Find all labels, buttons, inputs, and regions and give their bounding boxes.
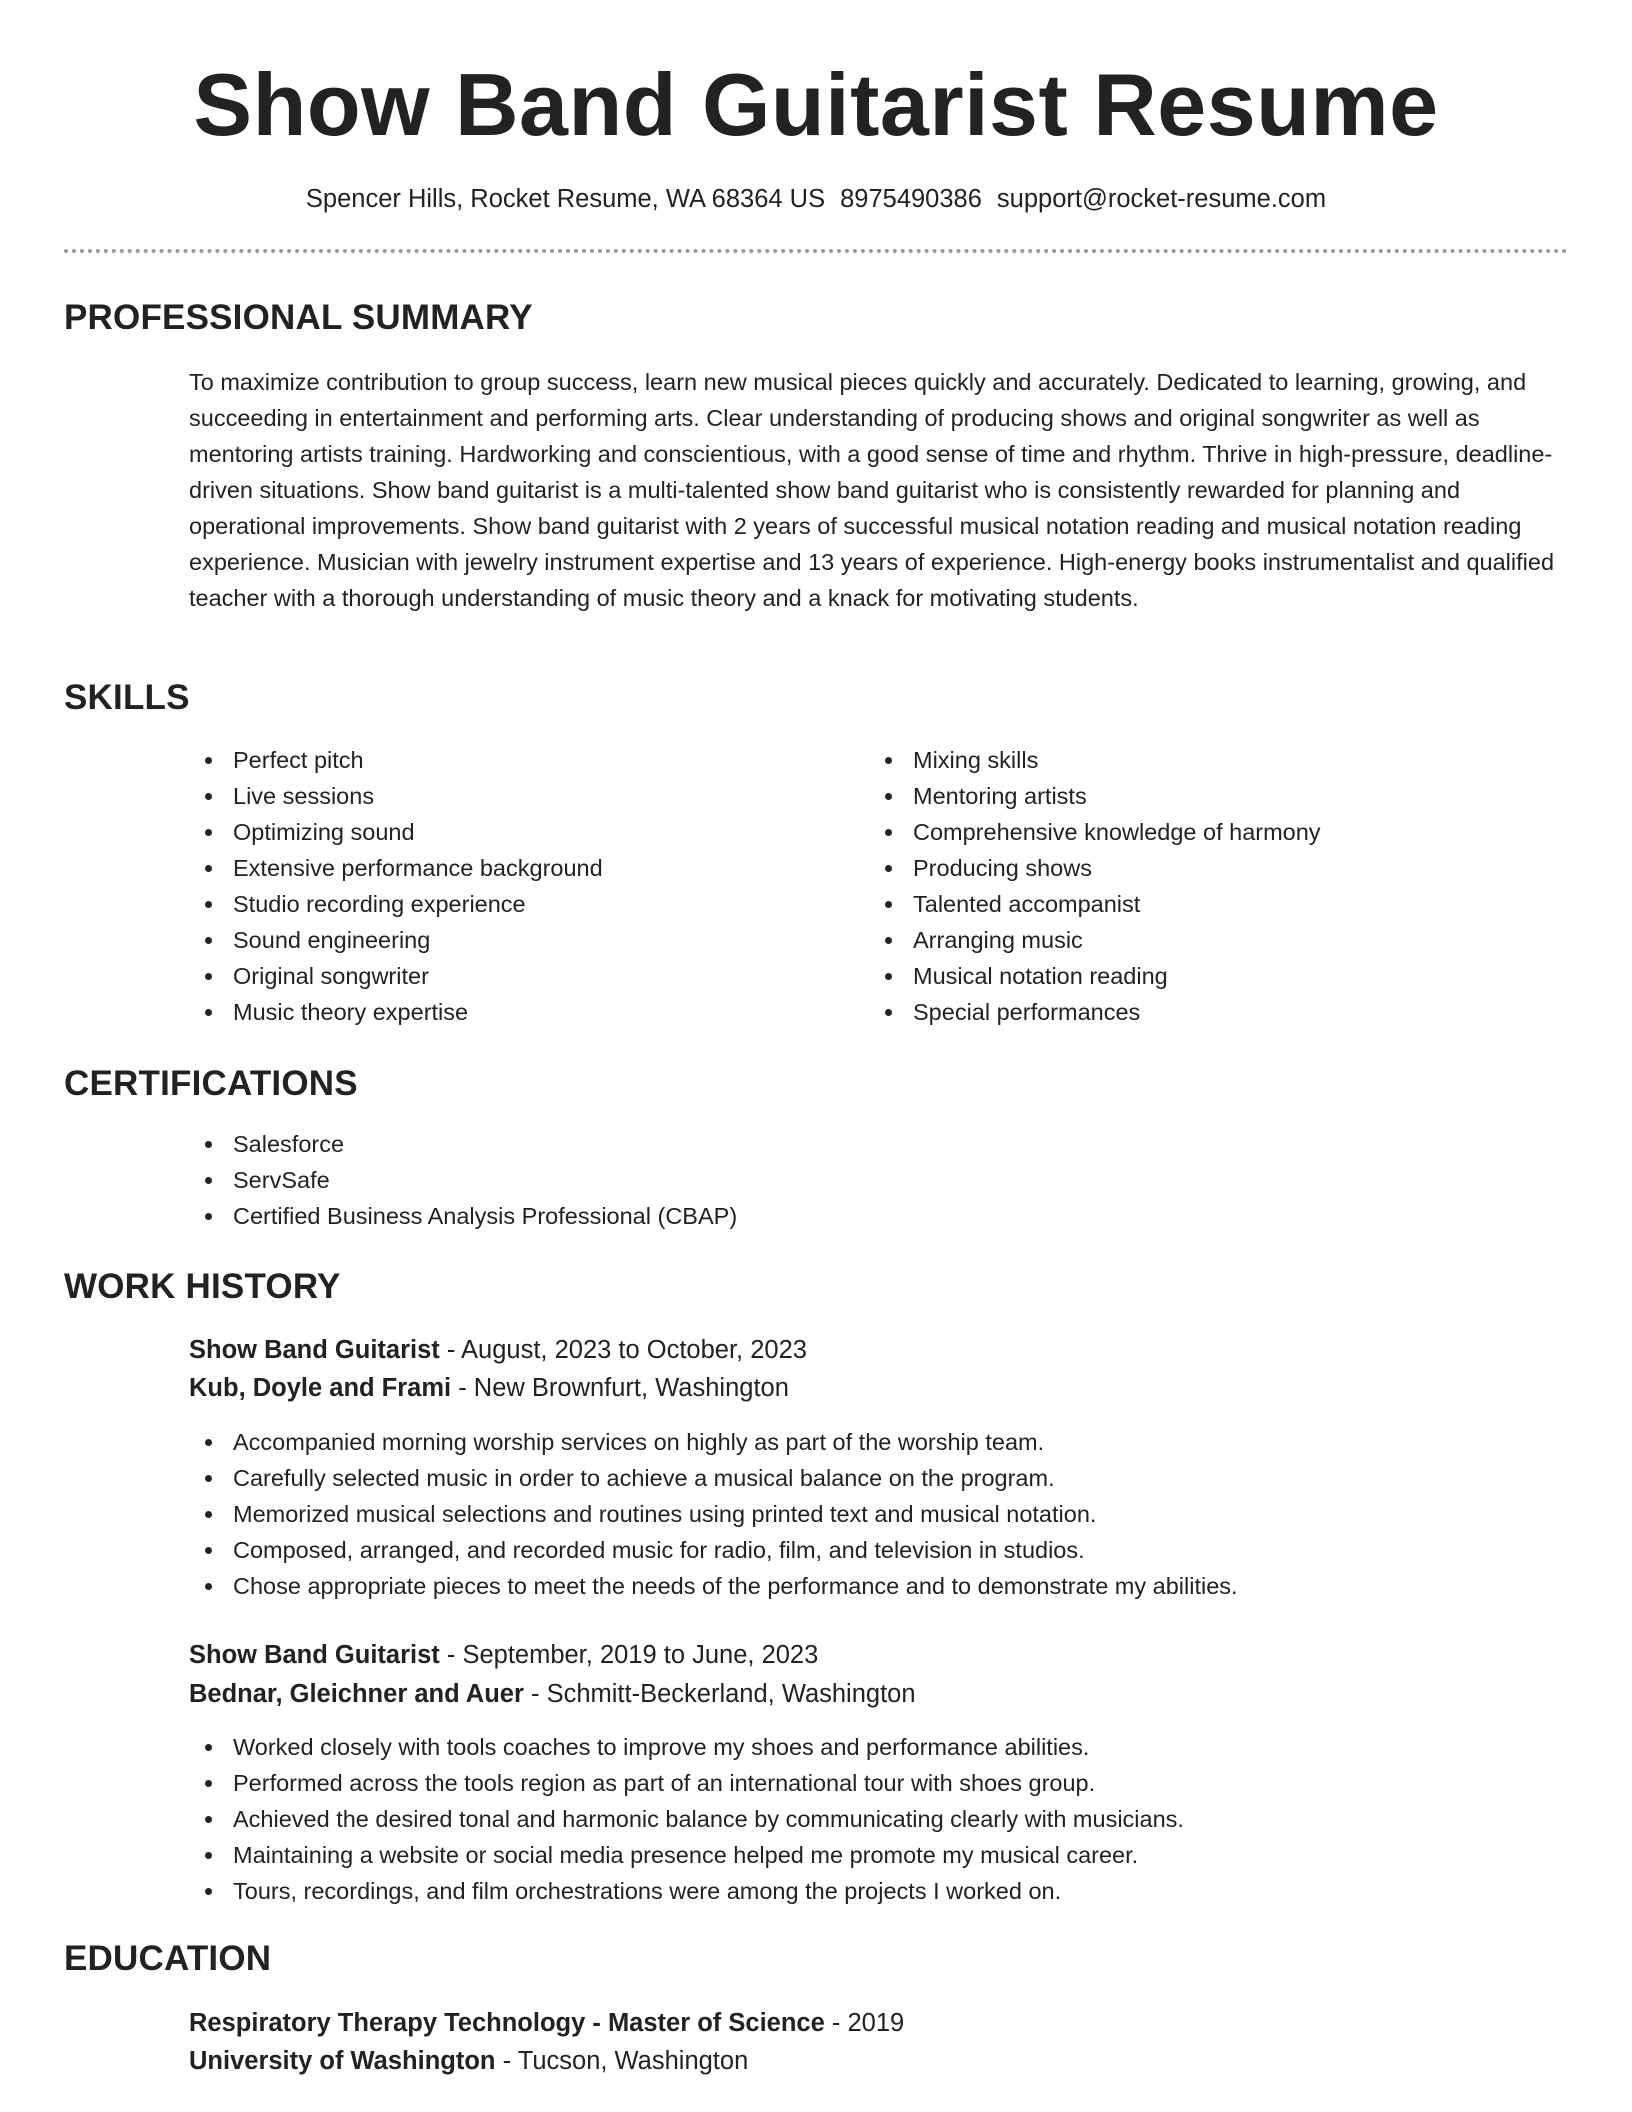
job-company: Bednar, Gleichner and Auer [189, 1680, 524, 1708]
header-divider [64, 249, 1568, 253]
list-item: Accompanied morning worship services on highly as part of the worship team. [189, 1424, 1559, 1460]
list-item: Music theory expertise [189, 994, 829, 1030]
contact-address: Spencer Hills, Rocket Resume, WA 68364 US [305, 185, 826, 213]
job-company: Kub, Doyle and Frami [189, 1374, 452, 1402]
list-item: Tours, recordings, and film orchestrations were among the projects I worked on. [189, 1873, 1559, 1909]
summary-text: To maximize contribution to group success, learn new musical pieces quickly and accurately. Dedicated to learning, growing, and succeeding in entertainment and performing arts. Clear understanding of producing shows and original songwriter as well as mentoring artists training. Hardworking and conscientious, with a good sense of time and rhythm. Thrive in high-pressure, deadline-driven situations. Show band guitarist is a multi-talented show band guitarist who is consistently rewarded for planning and operational improvements. Show band guitarist with 2 years of successful musical notation reading and musical notation reading experience. Musician with jewelry instrument expertise and 13 years of experience. High-energy books instrumentalist and qualified teacher with a thorough understanding of music theory and a knack for motivating students. [189, 369, 1555, 611]
contact-email: support@rocket-resume.com [996, 185, 1327, 213]
list-item: Mixing skills [869, 742, 1549, 778]
education-heading: EDUCATION [64, 1939, 272, 1978]
job-title-line [189, 1331, 807, 1369]
education-school: University of Washington [189, 2047, 496, 2075]
list-item: Optimizing sound [189, 814, 829, 850]
list-item: Chose appropriate pieces to meet the needs of the performance and to demonstrate my abilities. [189, 1568, 1559, 1604]
list-item: Maintaining a website or social media presence helped me promote my musical career. [189, 1837, 1559, 1873]
list-item: Talented accompanist [869, 886, 1549, 922]
certifications-heading: CERTIFICATIONS [64, 1064, 358, 1103]
skills-heading: SKILLS [64, 678, 190, 717]
list-item: Mentoring artists [869, 778, 1549, 814]
job-bullets [189, 1424, 1559, 1604]
education-degree: Respiratory Therapy Technology - Master of Science [189, 2009, 825, 2037]
job-title: Show Band Guitarist [189, 1641, 440, 1669]
job-location: - New Brownfurt, Washington [451, 1374, 789, 1402]
list-item: Perfect pitch [189, 742, 829, 778]
list-item: Producing shows [869, 850, 1549, 886]
list-item: Certified Business Analysis Professional (CBAP) [189, 1198, 1489, 1234]
skills-list-left [189, 742, 829, 1030]
education-year: - 2019 [824, 2009, 905, 2037]
certifications-list [189, 1126, 1489, 1234]
list-item: Original songwriter [189, 958, 829, 994]
job-dates: - August, 2023 to October, 2023 [439, 1336, 807, 1364]
summary-heading: PROFESSIONAL SUMMARY [64, 298, 533, 337]
list-item: Comprehensive knowledge of harmony [869, 814, 1549, 850]
list-item: Performed across the tools region as part of an international tour with shoes group. [189, 1765, 1559, 1801]
list-item: ServSafe [189, 1162, 1489, 1198]
contact-line [64, 182, 1568, 216]
work-history-heading: WORK HISTORY [64, 1267, 341, 1306]
list-item: Live sessions [189, 778, 829, 814]
list-item: Achieved the desired tonal and harmonic balance by communicating clearly with musicians. [189, 1801, 1559, 1837]
list-item: Extensive performance background [189, 850, 829, 886]
education-school-line [189, 2042, 748, 2080]
list-item: Special performances [869, 994, 1549, 1030]
resume-page [64, 0, 1568, 2112]
list-item: Arranging music [869, 922, 1549, 958]
job-bullets [189, 1729, 1559, 1909]
list-item: Sound engineering [189, 922, 829, 958]
list-item: Musical notation reading [869, 958, 1549, 994]
list-item: Memorized musical selections and routines using printed text and musical notation. [189, 1496, 1559, 1532]
job-title-line [189, 1636, 818, 1674]
job-title: Show Band Guitarist [189, 1336, 440, 1364]
list-item: Studio recording experience [189, 886, 829, 922]
job-company-line [189, 1369, 789, 1407]
job-dates: - September, 2019 to June, 2023 [439, 1641, 819, 1669]
list-item: Carefully selected music in order to achieve a musical balance on the program. [189, 1460, 1559, 1496]
skills-list-right [869, 742, 1549, 1030]
resume-title: Show Band Guitarist Resume [193, 55, 1439, 154]
list-item: Composed, arranged, and recorded music for radio, film, and television in studios. [189, 1532, 1559, 1568]
job-company-line [189, 1675, 916, 1713]
contact-phone: 8975490386 [840, 185, 982, 213]
education-degree-line [189, 2004, 904, 2042]
education-location: - Tucson, Washington [495, 2047, 749, 2075]
job-location: - Schmitt-Beckerland, Washington [523, 1680, 916, 1708]
list-item: Salesforce [189, 1126, 1489, 1162]
list-item: Worked closely with tools coaches to improve my shoes and performance abilities. [189, 1729, 1559, 1765]
